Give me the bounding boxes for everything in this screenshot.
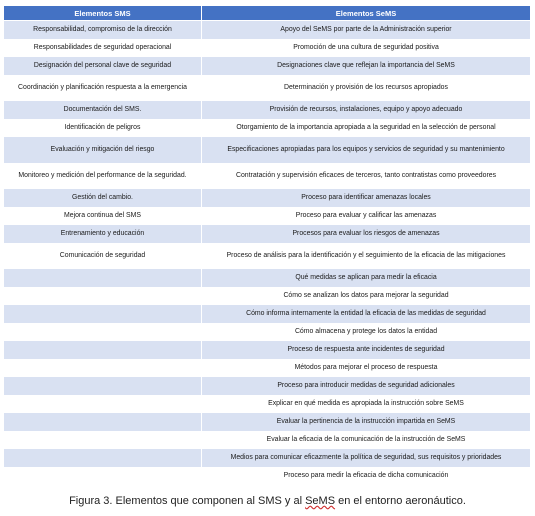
cell-sms-element: Monitoreo y medición del performance de la seguridad. xyxy=(4,163,202,189)
cell-sms-element: Gestión del cambio. xyxy=(4,189,202,207)
cell-sems-element: Proceso de análisis para la identificación y el seguimiento de la eficacia de las mitigaciones xyxy=(202,243,531,269)
cell-sems-element: Métodos para mejorar el proceso de respuesta xyxy=(202,359,531,377)
table-row xyxy=(4,163,531,189)
cell-sms-element xyxy=(4,449,202,467)
cell-sms-element xyxy=(4,467,202,485)
cell-sems-element: Determinación y provisión de los recursos apropiados xyxy=(202,75,531,101)
table-row xyxy=(4,101,531,119)
cell-sems-element: Proceso de respuesta ante incidentes de seguridad xyxy=(202,341,531,359)
cell-sms-element: Entrenamiento y educación xyxy=(4,225,202,243)
cell-sms-element: Comunicación de seguridad xyxy=(4,243,202,269)
table-row xyxy=(4,359,531,377)
table-row xyxy=(4,341,531,359)
cell-sms-element: Identificación de peligros xyxy=(4,119,202,137)
cell-sems-element: Proceso para identificar amenazas locales xyxy=(202,189,531,207)
cell-sms-element: Evaluación y mitigación del riesgo xyxy=(4,137,202,163)
cell-sms-element xyxy=(4,359,202,377)
table-row xyxy=(4,323,531,341)
table-row xyxy=(4,57,531,75)
cell-sms-element xyxy=(4,377,202,395)
cell-sems-element: Especificaciones apropiadas para los equipos y servicios de seguridad y su mantenimiento xyxy=(202,137,531,163)
cell-sems-element: Proceso para medir la eficacia de dicha comunicación xyxy=(202,467,531,485)
cell-sems-element: Promoción de una cultura de seguridad positiva xyxy=(202,39,531,57)
table-row xyxy=(4,119,531,137)
cell-sms-element xyxy=(4,431,202,449)
cell-sems-element: Otorgamiento de la importancia apropiada a la seguridad en la selección de personal xyxy=(202,119,531,137)
table-row xyxy=(4,225,531,243)
table-row xyxy=(4,243,531,269)
cell-sems-element: Proceso para introducir medidas de seguridad adicionales xyxy=(202,377,531,395)
figure-caption xyxy=(0,495,535,507)
cell-sems-element: Explicar en qué medida es apropiada la instrucción sobre SeMS xyxy=(202,395,531,413)
cell-sms-element: Responsabilidad, compromiso de la dirección xyxy=(4,21,202,40)
cell-sems-element: Proceso para evaluar y calificar las amenazas xyxy=(202,207,531,225)
table-row xyxy=(4,377,531,395)
table-row xyxy=(4,75,531,101)
caption-text-post: en el entorno aeronáutico. xyxy=(335,495,466,507)
table-row xyxy=(4,269,531,287)
table-row xyxy=(4,431,531,449)
table-row xyxy=(4,207,531,225)
table-row xyxy=(4,467,531,485)
table-row xyxy=(4,413,531,431)
cell-sms-element xyxy=(4,269,202,287)
caption-text-sems: SeMS xyxy=(305,495,336,507)
table-row xyxy=(4,189,531,207)
cell-sems-element: Procesos para evaluar los riesgos de amenazas xyxy=(202,225,531,243)
table-row xyxy=(4,137,531,163)
table-row xyxy=(4,305,531,323)
cell-sems-element: Cómo se analizan los datos para mejorar la seguridad xyxy=(202,287,531,305)
cell-sems-element: Qué medidas se aplican para medir la eficacia xyxy=(202,269,531,287)
cell-sms-element xyxy=(4,305,202,323)
cell-sms-element xyxy=(4,413,202,431)
cell-sems-element: Cómo informa internamente la entidad la eficacia de las medidas de seguridad xyxy=(202,305,531,323)
elements-table xyxy=(3,5,531,485)
cell-sems-element: Medios para comunicar eficazmente la política de seguridad, sus requisitos y prioridades xyxy=(202,449,531,467)
cell-sems-element: Apoyo del SeMS por parte de la Administración superior xyxy=(202,21,531,40)
cell-sms-element xyxy=(4,341,202,359)
cell-sms-element xyxy=(4,323,202,341)
table-row xyxy=(4,287,531,305)
cell-sms-element: Responsabilidades de seguridad operacional xyxy=(4,39,202,57)
cell-sems-element: Provisión de recursos, instalaciones, equipo y apoyo adecuado xyxy=(202,101,531,119)
table-header-row xyxy=(4,6,531,21)
header-sms: Elementos SMS xyxy=(4,6,202,21)
cell-sms-element: Coordinación y planificación respuesta a la emergencia xyxy=(4,75,202,101)
cell-sms-element: Mejora continua del SMS xyxy=(4,207,202,225)
cell-sms-element: Documentación del SMS. xyxy=(4,101,202,119)
cell-sems-element: Evaluar la eficacia de la comunicación de la instrucción de SeMS xyxy=(202,431,531,449)
table-row xyxy=(4,39,531,57)
table-row xyxy=(4,21,531,40)
cell-sems-element: Designaciones clave que reflejan la importancia del SeMS xyxy=(202,57,531,75)
cell-sms-element xyxy=(4,287,202,305)
caption-text-pre: Figura 3. Elementos que componen al SMS y al xyxy=(69,495,306,507)
cell-sms-element xyxy=(4,395,202,413)
header-sems: Elementos SeMS xyxy=(202,6,531,21)
cell-sms-element: Designación del personal clave de seguridad xyxy=(4,57,202,75)
cell-sems-element: Contratación y supervisión eficaces de terceros, tanto contratistas como proveedores xyxy=(202,163,531,189)
cell-sems-element: Cómo almacena y protege los datos la entidad xyxy=(202,323,531,341)
table-row xyxy=(4,395,531,413)
table-row xyxy=(4,449,531,467)
cell-sems-element: Evaluar la pertinencia de la instrucción impartida en SeMS xyxy=(202,413,531,431)
